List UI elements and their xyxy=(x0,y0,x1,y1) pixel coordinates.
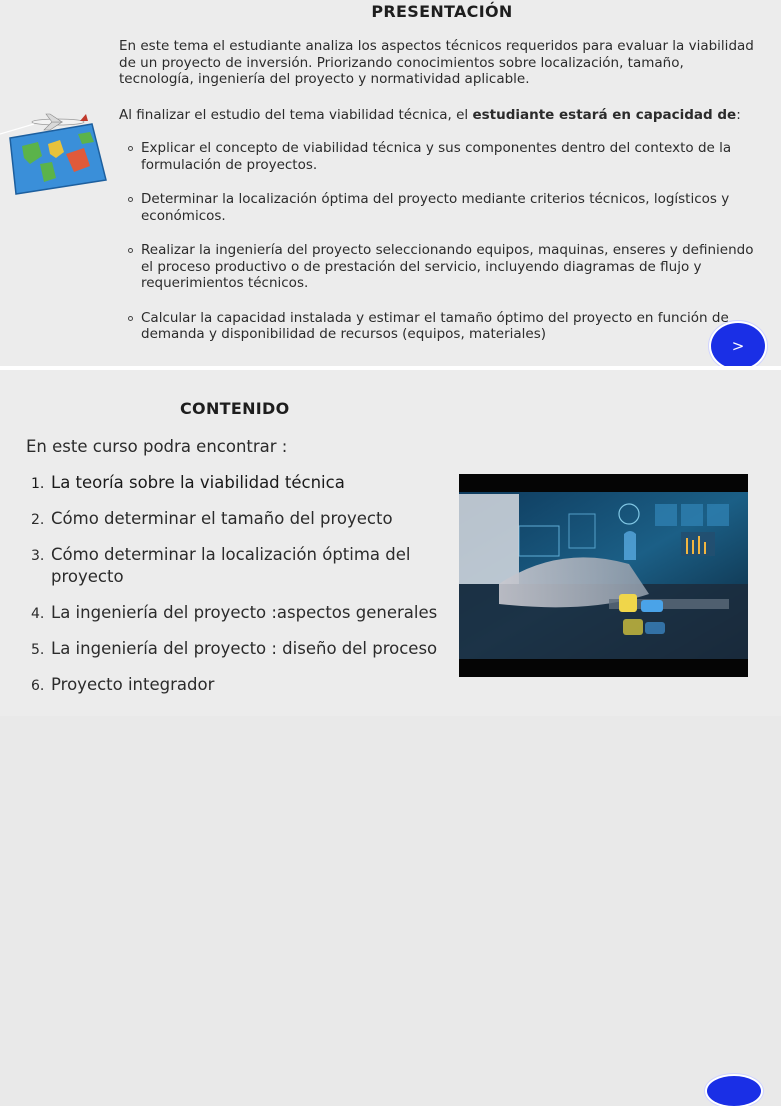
presentation-section xyxy=(0,0,781,366)
content-item-number: 3. xyxy=(31,548,45,564)
next-button-2[interactable] xyxy=(707,1076,761,1106)
content-item[interactable] xyxy=(31,544,451,588)
intro-suffix: : xyxy=(736,107,741,123)
next-button[interactable]: > xyxy=(711,323,765,369)
content-item-number: 6. xyxy=(31,678,45,694)
content-item[interactable] xyxy=(31,602,451,624)
content-item-number: 5. xyxy=(31,642,45,658)
content-item-label: La ingeniería del proyecto : diseño del proceso xyxy=(51,639,438,658)
content-item-label: La teoría sobre la viabilidad técnica xyxy=(51,473,345,492)
content-item-number: 4. xyxy=(31,606,45,622)
content-item[interactable] xyxy=(31,508,451,530)
objective-item: Explicar el concepto de viabilidad técnica y sus componentes dentro del contexto de la formulación de proyectos. xyxy=(119,140,755,173)
technology-video-thumbnail xyxy=(459,474,748,677)
video-thumbnail[interactable] xyxy=(459,474,748,677)
presentation-title: PRESENTACIÓN xyxy=(371,2,513,21)
intro-prefix: Al finalizar el estudio del tema viabilidad técnica, el xyxy=(119,107,473,123)
intro-bold: estudiante estará en capacidad de xyxy=(472,107,737,123)
objective-item: Realizar la ingeniería del proyecto seleccionando equipos, maquinas, enseres y definiendo el proceso productivo o de prestación del servicio, incluyendo diagramas de flujo y requerimientos técnicos. xyxy=(119,242,755,292)
content-title: CONTENIDO xyxy=(180,399,290,418)
objective-item: Calcular la capacidad instalada y estimar el tamaño óptimo del proyecto en función de demanda y disponibilidad de recursos (equipos, materiales) xyxy=(119,310,755,343)
content-section xyxy=(0,370,781,716)
content-item[interactable] xyxy=(31,638,451,660)
world-map-airplane-icon xyxy=(0,108,112,196)
objective-item: Determinar la localización óptima del proyecto mediante criterios técnicos, logísticos y económicos. xyxy=(119,191,755,224)
presentation-intro: En este tema el estudiante analiza los aspectos técnicos requeridos para evaluar la viabilidad de un proyecto de inversión. Priorizando conocimientos sobre localización, tamaño, tecnología, ingeniería del proyecto y normatividad aplicable. xyxy=(119,38,754,87)
objectives-list xyxy=(119,140,755,361)
content-list xyxy=(31,472,451,710)
content-item-number: 2. xyxy=(31,512,45,528)
content-item[interactable] xyxy=(31,674,451,696)
content-item-number: 1. xyxy=(31,476,45,492)
presentation-objectives-intro xyxy=(119,107,755,124)
content-item-label: Cómo determinar la localización óptima del proyecto xyxy=(51,545,411,586)
content-item-label: Proyecto integrador xyxy=(51,675,215,694)
content-item[interactable] xyxy=(31,472,451,494)
content-item-label: La ingeniería del proyecto :aspectos generales xyxy=(51,603,438,622)
content-intro: En este curso podra encontrar : xyxy=(26,437,288,456)
content-item-label: Cómo determinar el tamaño del proyecto xyxy=(51,509,393,528)
